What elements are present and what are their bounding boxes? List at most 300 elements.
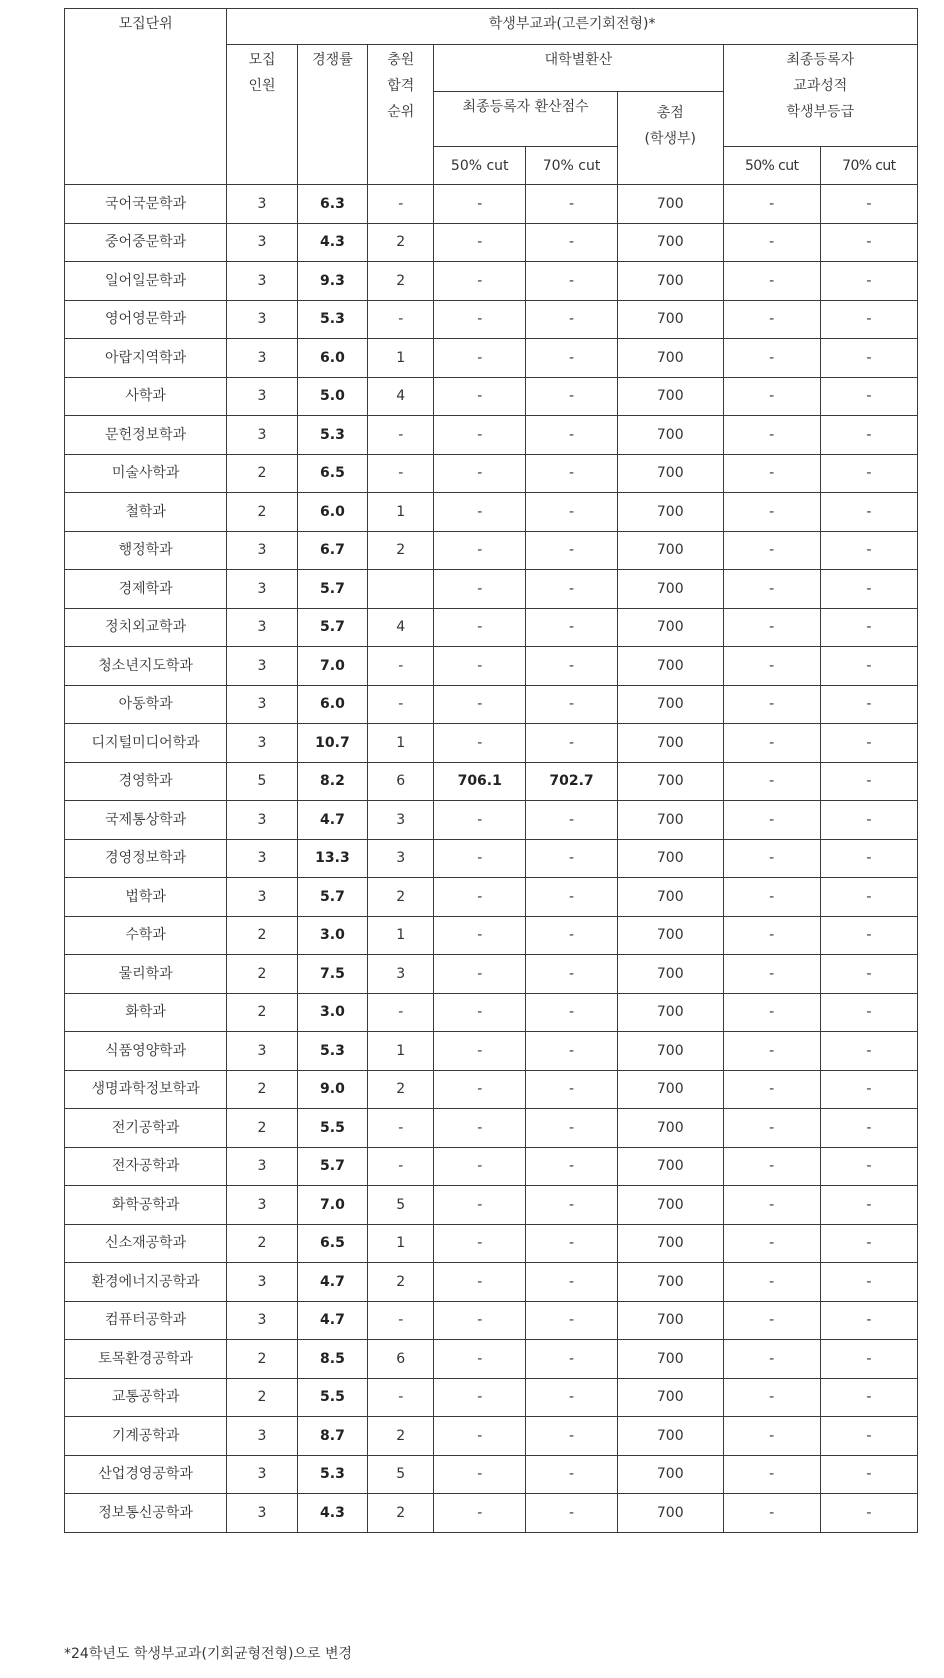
cell-grade-cut50: - (723, 878, 820, 917)
cell-conv-cut70: - (526, 300, 618, 339)
cell-grade-cut50: - (723, 1301, 820, 1340)
cell-grade-cut70: - (820, 1032, 917, 1071)
cell-rank: 2 (368, 1070, 434, 1109)
table-row (65, 339, 918, 378)
cell-quota: 3 (227, 1455, 297, 1494)
cell-rank: - (368, 647, 434, 686)
cell-total: 700 (617, 377, 723, 416)
cell-rate: 7.0 (297, 1186, 367, 1225)
cell-rate: 8.2 (297, 762, 367, 801)
cell-rank: 2 (368, 1417, 434, 1456)
header-rate: 경쟁률 (297, 45, 367, 185)
table-row (65, 1494, 918, 1533)
cell-conv-cut50: - (434, 955, 526, 994)
cell-conv-cut70: - (526, 1455, 618, 1494)
table-row (65, 801, 918, 840)
cell-quota: 3 (227, 685, 297, 724)
cell-quota: 2 (227, 1378, 297, 1417)
cell-quota: 3 (227, 1417, 297, 1456)
cell-quota: 3 (227, 416, 297, 455)
cell-grade-cut70: - (820, 878, 917, 917)
cell-rank: 3 (368, 801, 434, 840)
cell-conv-cut70: - (526, 223, 618, 262)
cell-quota: 2 (227, 1340, 297, 1379)
cell-conv-cut70: - (526, 724, 618, 763)
cell-unit: 경제학과 (65, 570, 227, 609)
header-unit: 모집단위 (65, 9, 227, 185)
cell-rate: 5.3 (297, 300, 367, 339)
cell-conv-cut70: - (526, 416, 618, 455)
cell-rank: 4 (368, 608, 434, 647)
cell-grade-cut50: - (723, 1494, 820, 1533)
table-row (65, 1147, 918, 1186)
table-row (65, 185, 918, 224)
cell-rate: 4.7 (297, 1263, 367, 1302)
cell-total: 700 (617, 1417, 723, 1456)
cell-rate: 7.5 (297, 955, 367, 994)
cell-rate: 8.7 (297, 1417, 367, 1456)
cell-grade-cut50: - (723, 377, 820, 416)
cell-rate: 5.7 (297, 1147, 367, 1186)
cell-grade-cut50: - (723, 955, 820, 994)
table-row (65, 1378, 918, 1417)
cell-grade-cut70: - (820, 801, 917, 840)
cell-rank: - (368, 993, 434, 1032)
cell-grade-cut70: - (820, 1340, 917, 1379)
cell-total: 700 (617, 339, 723, 378)
cell-quota: 3 (227, 570, 297, 609)
table-row (65, 1032, 918, 1071)
table-row (65, 416, 918, 455)
cell-conv-cut70: - (526, 878, 618, 917)
cell-total: 700 (617, 1070, 723, 1109)
cell-total: 700 (617, 878, 723, 917)
cell-conv-cut50: - (434, 454, 526, 493)
cell-unit: 교통공학과 (65, 1378, 227, 1417)
cell-total: 700 (617, 993, 723, 1032)
cell-unit: 전기공학과 (65, 1109, 227, 1148)
cell-quota: 3 (227, 262, 297, 301)
cell-grade-cut50: - (723, 993, 820, 1032)
cell-conv-cut70: - (526, 185, 618, 224)
table-row (65, 1455, 918, 1494)
cell-rank: - (368, 685, 434, 724)
cell-grade-cut50: - (723, 300, 820, 339)
cell-conv-cut70: 702.7 (526, 762, 618, 801)
table-row (65, 878, 918, 917)
cell-total: 700 (617, 454, 723, 493)
cell-conv-cut50: - (434, 1301, 526, 1340)
cell-grade-cut70: - (820, 262, 917, 301)
cell-conv-cut70: - (526, 955, 618, 994)
header-quota: 모집 인원 (227, 45, 297, 185)
table-row (65, 916, 918, 955)
cell-grade-cut70: - (820, 531, 917, 570)
cell-quota: 3 (227, 1186, 297, 1225)
cell-total: 700 (617, 608, 723, 647)
cell-grade-cut70: - (820, 993, 917, 1032)
cell-quota: 2 (227, 993, 297, 1032)
cell-grade-cut70: - (820, 570, 917, 609)
cell-grade-cut70: - (820, 839, 917, 878)
cell-rank: 3 (368, 839, 434, 878)
cell-total: 700 (617, 1186, 723, 1225)
cell-rank: 1 (368, 724, 434, 763)
cell-grade-cut50: - (723, 1455, 820, 1494)
cell-grade-cut50: - (723, 1340, 820, 1379)
cell-conv-cut50: - (434, 1417, 526, 1456)
cell-conv-cut70: - (526, 1340, 618, 1379)
cell-grade-cut70: - (820, 377, 917, 416)
cell-rate: 6.0 (297, 493, 367, 532)
cell-rank: 6 (368, 762, 434, 801)
cell-conv-cut70: - (526, 608, 618, 647)
cell-conv-cut50: - (434, 531, 526, 570)
cell-quota: 3 (227, 1147, 297, 1186)
cell-total: 700 (617, 262, 723, 301)
cell-rank: 4 (368, 377, 434, 416)
cell-grade-cut70: - (820, 185, 917, 224)
cell-grade-cut70: - (820, 1109, 917, 1148)
cell-quota: 2 (227, 1224, 297, 1263)
cell-unit: 사학과 (65, 377, 227, 416)
table-row (65, 377, 918, 416)
cell-rate: 10.7 (297, 724, 367, 763)
cell-conv-cut50: - (434, 839, 526, 878)
cell-unit: 식품영양학과 (65, 1032, 227, 1071)
header-final-conv: 최종등록자 환산점수 (434, 92, 618, 147)
cell-grade-cut50: - (723, 608, 820, 647)
cell-grade-cut70: - (820, 1378, 917, 1417)
cell-grade-cut70: - (820, 1070, 917, 1109)
cell-quota: 3 (227, 878, 297, 917)
cell-conv-cut50: - (434, 1224, 526, 1263)
cell-grade-cut50: - (723, 1109, 820, 1148)
cell-rank: 2 (368, 531, 434, 570)
cell-rate: 5.7 (297, 878, 367, 917)
cell-grade-cut70: - (820, 223, 917, 262)
cell-unit: 전자공학과 (65, 1147, 227, 1186)
cell-quota: 2 (227, 916, 297, 955)
cell-rate: 6.0 (297, 339, 367, 378)
cell-grade-cut50: - (723, 223, 820, 262)
header-grade-cut50: 50% cut (723, 147, 820, 185)
table-row (65, 493, 918, 532)
table-row (65, 1070, 918, 1109)
cell-conv-cut70: - (526, 1263, 618, 1302)
cell-conv-cut50: - (434, 1186, 526, 1225)
cell-conv-cut50: - (434, 993, 526, 1032)
cell-unit: 토목환경공학과 (65, 1340, 227, 1379)
table-row (65, 685, 918, 724)
cell-conv-cut70: - (526, 1417, 618, 1456)
cell-conv-cut70: - (526, 916, 618, 955)
table-row (65, 839, 918, 878)
cell-grade-cut50: - (723, 724, 820, 763)
cell-unit: 중어중문학과 (65, 223, 227, 262)
cell-conv-cut50: - (434, 416, 526, 455)
cell-grade-cut50: - (723, 1070, 820, 1109)
cell-total: 700 (617, 839, 723, 878)
cell-unit: 기계공학과 (65, 1417, 227, 1456)
cell-rank: 5 (368, 1455, 434, 1494)
cell-quota: 3 (227, 839, 297, 878)
cell-conv-cut50: - (434, 1378, 526, 1417)
cell-total: 700 (617, 1494, 723, 1533)
cell-conv-cut50: - (434, 493, 526, 532)
cell-total: 700 (617, 223, 723, 262)
cell-unit: 일어일문학과 (65, 262, 227, 301)
cell-conv-cut70: - (526, 647, 618, 686)
cell-total: 700 (617, 1224, 723, 1263)
cell-rank: 2 (368, 1263, 434, 1302)
cell-grade-cut50: - (723, 1417, 820, 1456)
cell-rank: - (368, 1109, 434, 1148)
cell-grade-cut70: - (820, 454, 917, 493)
cell-conv-cut70: - (526, 1147, 618, 1186)
cell-quota: 3 (227, 647, 297, 686)
cell-rank: 2 (368, 223, 434, 262)
cell-unit: 철학과 (65, 493, 227, 532)
cell-unit: 산업경영공학과 (65, 1455, 227, 1494)
cell-rate: 9.0 (297, 1070, 367, 1109)
cell-quota: 5 (227, 762, 297, 801)
cell-grade-cut50: - (723, 185, 820, 224)
table-row (65, 1301, 918, 1340)
cell-total: 700 (617, 1340, 723, 1379)
cell-grade-cut70: - (820, 647, 917, 686)
cell-quota: 3 (227, 801, 297, 840)
cell-grade-cut50: - (723, 1186, 820, 1225)
cell-rank: 1 (368, 1224, 434, 1263)
cell-rate: 3.0 (297, 916, 367, 955)
cell-conv-cut50: - (434, 377, 526, 416)
table-row (65, 762, 918, 801)
cell-rate: 5.0 (297, 377, 367, 416)
cell-conv-cut50: 706.1 (434, 762, 526, 801)
table-row (65, 1417, 918, 1456)
cell-conv-cut70: - (526, 493, 618, 532)
cell-unit: 국어국문학과 (65, 185, 227, 224)
cell-grade-cut50: - (723, 416, 820, 455)
header-grade-cut70: 70% cut (820, 147, 917, 185)
header-total: 총점 (학생부) (617, 92, 723, 185)
cell-conv-cut70: - (526, 801, 618, 840)
cell-conv-cut70: - (526, 454, 618, 493)
footnote: *24학년도 학생부교과(기회균형전형)으로 변경 (64, 1646, 353, 1662)
cell-total: 700 (617, 801, 723, 840)
cell-quota: 3 (227, 1263, 297, 1302)
cell-unit: 생명과학정보학과 (65, 1070, 227, 1109)
cell-total: 700 (617, 647, 723, 686)
cell-rank: - (368, 454, 434, 493)
cell-conv-cut70: - (526, 1224, 618, 1263)
cell-rate: 5.3 (297, 1032, 367, 1071)
cell-unit: 영어영문학과 (65, 300, 227, 339)
cell-conv-cut70: - (526, 993, 618, 1032)
cell-quota: 3 (227, 223, 297, 262)
cell-conv-cut70: - (526, 377, 618, 416)
table-body (65, 185, 918, 1533)
cell-conv-cut50: - (434, 801, 526, 840)
cell-rank: - (368, 300, 434, 339)
cell-rank: 5 (368, 1186, 434, 1225)
table-row (65, 531, 918, 570)
cell-conv-cut50: - (434, 570, 526, 609)
cell-total: 700 (617, 1455, 723, 1494)
cell-total: 700 (617, 724, 723, 763)
cell-conv-cut70: - (526, 1109, 618, 1148)
cell-conv-cut50: - (434, 185, 526, 224)
header-cut70: 70% cut (526, 147, 618, 185)
cell-conv-cut70: - (526, 1378, 618, 1417)
cell-total: 700 (617, 531, 723, 570)
cell-unit: 정치외교학과 (65, 608, 227, 647)
cell-conv-cut70: - (526, 339, 618, 378)
cell-grade-cut50: - (723, 339, 820, 378)
cell-total: 700 (617, 685, 723, 724)
cell-conv-cut50: - (434, 916, 526, 955)
cell-rate: 9.3 (297, 262, 367, 301)
cell-conv-cut70: - (526, 262, 618, 301)
cell-unit: 법학과 (65, 878, 227, 917)
cell-total: 700 (617, 762, 723, 801)
cell-conv-cut50: - (434, 685, 526, 724)
cell-conv-cut70: - (526, 1032, 618, 1071)
cell-rate: 3.0 (297, 993, 367, 1032)
cell-conv-cut70: - (526, 1301, 618, 1340)
cell-grade-cut50: - (723, 1263, 820, 1302)
header-univ-conv: 대학별환산 (434, 45, 723, 92)
cell-rank: - (368, 1378, 434, 1417)
cell-conv-cut50: - (434, 1032, 526, 1071)
cell-total: 700 (617, 570, 723, 609)
cell-quota: 3 (227, 1032, 297, 1071)
cell-rate: 6.5 (297, 454, 367, 493)
cell-grade-cut70: - (820, 339, 917, 378)
cell-grade-cut70: - (820, 724, 917, 763)
cell-grade-cut70: - (820, 685, 917, 724)
cell-quota: 3 (227, 724, 297, 763)
cell-conv-cut70: - (526, 531, 618, 570)
cell-rate: 4.7 (297, 1301, 367, 1340)
table-row (65, 454, 918, 493)
cell-conv-cut50: - (434, 647, 526, 686)
cell-rate: 13.3 (297, 839, 367, 878)
cell-quota: 2 (227, 1070, 297, 1109)
cell-rank: 2 (368, 878, 434, 917)
cell-unit: 물리학과 (65, 955, 227, 994)
cell-rate: 5.5 (297, 1378, 367, 1417)
cell-grade-cut70: - (820, 1417, 917, 1456)
cell-conv-cut50: - (434, 1109, 526, 1148)
cell-unit: 미술사학과 (65, 454, 227, 493)
cell-rank: 2 (368, 262, 434, 301)
cell-rate: 4.7 (297, 801, 367, 840)
cell-rank: 6 (368, 1340, 434, 1379)
table-row (65, 724, 918, 763)
table-row (65, 1224, 918, 1263)
cell-conv-cut50: - (434, 1263, 526, 1302)
cell-grade-cut70: - (820, 416, 917, 455)
cell-conv-cut50: - (434, 724, 526, 763)
cell-grade-cut50: - (723, 454, 820, 493)
table-row (65, 647, 918, 686)
cell-total: 700 (617, 1378, 723, 1417)
cell-grade-cut70: - (820, 1494, 917, 1533)
cell-total: 700 (617, 955, 723, 994)
cell-rate: 4.3 (297, 1494, 367, 1533)
cell-conv-cut50: - (434, 300, 526, 339)
cell-conv-cut70: - (526, 1070, 618, 1109)
cell-rate: 5.3 (297, 416, 367, 455)
cell-conv-cut50: - (434, 1147, 526, 1186)
cell-conv-cut70: - (526, 1186, 618, 1225)
cell-conv-cut50: - (434, 339, 526, 378)
header-final-grade: 최종등록자 교과성적 학생부등급 (723, 45, 917, 147)
cell-quota: 2 (227, 493, 297, 532)
cell-grade-cut70: - (820, 1263, 917, 1302)
cell-quota: 3 (227, 1494, 297, 1533)
cell-total: 700 (617, 416, 723, 455)
cell-total: 700 (617, 185, 723, 224)
cell-grade-cut50: - (723, 762, 820, 801)
cell-unit: 정보통신공학과 (65, 1494, 227, 1533)
cell-quota: 2 (227, 1109, 297, 1148)
cell-conv-cut50: - (434, 223, 526, 262)
cell-rank: - (368, 416, 434, 455)
cell-grade-cut70: - (820, 762, 917, 801)
cell-conv-cut70: - (526, 1494, 618, 1533)
cell-quota: 3 (227, 300, 297, 339)
cell-quota: 3 (227, 608, 297, 647)
table-row (65, 223, 918, 262)
cell-unit: 수학과 (65, 916, 227, 955)
cell-quota: 2 (227, 454, 297, 493)
cell-unit: 국제통상학과 (65, 801, 227, 840)
cell-rank: 3 (368, 955, 434, 994)
cell-rank: - (368, 185, 434, 224)
cell-quota: 2 (227, 955, 297, 994)
header-group: 학생부교과(고른기회전형)* (227, 9, 918, 45)
cell-quota: 3 (227, 531, 297, 570)
cell-total: 700 (617, 1109, 723, 1148)
cell-grade-cut70: - (820, 608, 917, 647)
table-row (65, 1263, 918, 1302)
cell-unit: 화학과 (65, 993, 227, 1032)
cell-rate: 7.0 (297, 647, 367, 686)
cell-rate: 6.5 (297, 1224, 367, 1263)
cell-total: 700 (617, 493, 723, 532)
cell-grade-cut50: - (723, 801, 820, 840)
cell-unit: 아랍지역학과 (65, 339, 227, 378)
cell-conv-cut70: - (526, 685, 618, 724)
cell-unit: 환경에너지공학과 (65, 1263, 227, 1302)
cell-quota: 3 (227, 185, 297, 224)
cell-total: 700 (617, 916, 723, 955)
cell-grade-cut70: - (820, 1224, 917, 1263)
cell-rate: 6.0 (297, 685, 367, 724)
table-row (65, 608, 918, 647)
cell-unit: 화학공학과 (65, 1186, 227, 1225)
cell-rate: 5.5 (297, 1109, 367, 1148)
cell-conv-cut50: - (434, 1455, 526, 1494)
cell-grade-cut50: - (723, 839, 820, 878)
table-row (65, 955, 918, 994)
header-rank: 충원 합격 순위 (368, 45, 434, 185)
cell-rank: 1 (368, 916, 434, 955)
table-row (65, 570, 918, 609)
